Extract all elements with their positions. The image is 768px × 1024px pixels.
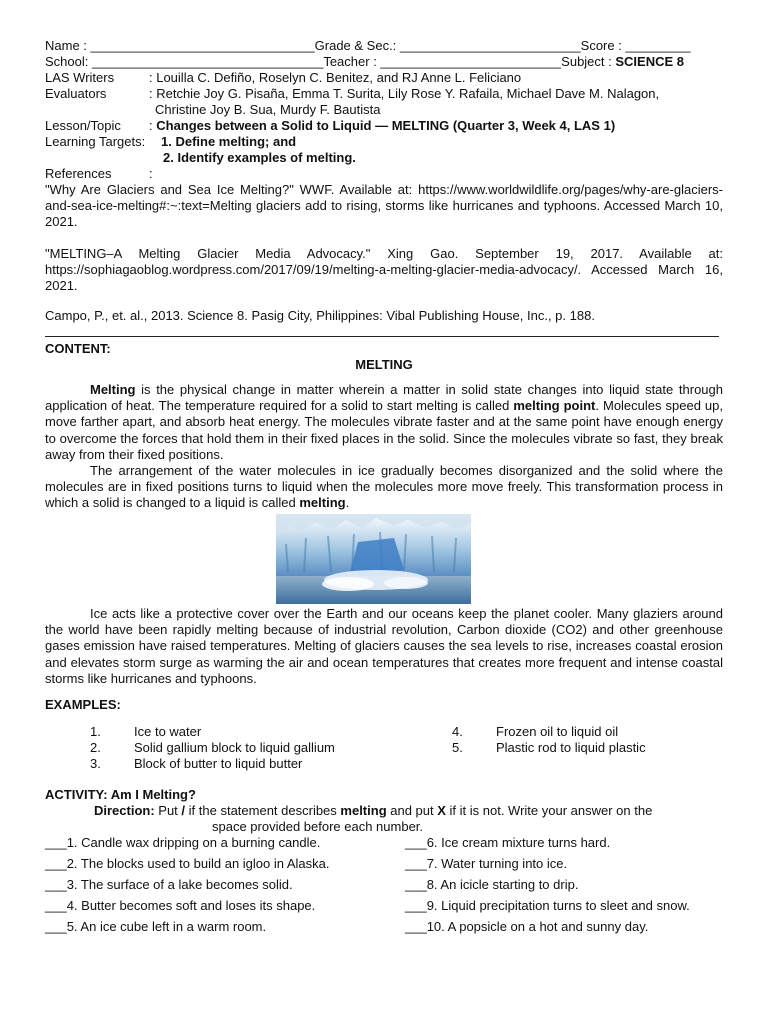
p1-text-b: . Molecules speed up, move farther apart, and absorb heat energy. The molecules vibrate faster and at the same point have enough energy to overcome the forces that hold them in their fixed places in the solid. Since the molecules vibrate so fast, they break away from their fixed positions. (45, 398, 723, 462)
direction-text-d: if it is not. Write your answer on the (445, 803, 653, 818)
activity-item-2[interactable]: ___2. The blocks used to build an igloo in Alaska. (45, 856, 330, 871)
example-text: Solid gallium block to liquid gallium (134, 740, 335, 755)
p3-text: Ice acts like a protective cover over the Earth and our oceans keep the planet cooler. Many glaziers around the world have been rapidly melting because of industrial revolution, Carbon dioxide (CO2) and other greenhouse gases emission have raised temperatures. Melting of glaciers causes the sea levels to rise, increases coastal erosion and elevates storm surge as warming the air and ocean temperatures that creates more frequent and intense coastal storms like hurricanes and typhoons. (45, 606, 723, 686)
activity-direction (94, 803, 723, 819)
example-number: 2. (90, 740, 101, 755)
lesson-topic: Changes between a Solid to Liquid — MELTING (Quarter 3, Week 4, LAS 1) (156, 118, 616, 133)
p2-text-b: . (345, 495, 350, 511)
divider (45, 336, 719, 337)
melting-paragraph-1 (45, 382, 723, 512)
school-line (45, 54, 684, 70)
example-text: Plastic rod to liquid plastic (496, 740, 646, 755)
subject-value: SCIENCE 8 (615, 54, 685, 69)
direction-text-a: Put (154, 803, 182, 818)
term-melting-point: melting point (513, 398, 596, 414)
activity-item-4[interactable]: ___4. Butter becomes soft and loses its shape. (45, 898, 316, 913)
mark-check: / (181, 803, 186, 818)
glacier-illustration (276, 514, 471, 604)
activity-item-7[interactable]: ___7. Water turning into ice. (405, 856, 568, 871)
references-label: References (45, 166, 112, 181)
example-number: 1. (90, 724, 101, 739)
activity-label: ACTIVITY: Am I Melting? (45, 787, 196, 802)
evaluators-value: : Retchie Joy G. Pisaña, Emma T. Surita, Lily Rose Y. Rafaila, Michael Dave M. Nalagon, (149, 86, 660, 101)
lesson-colon: : (149, 118, 157, 133)
example-text: Frozen oil to liquid oil (496, 724, 619, 739)
examples-label: EXAMPLES: (45, 697, 121, 712)
writers-label: LAS Writers (45, 70, 115, 85)
target-1: 1. Define melting; and (161, 134, 297, 149)
direction-label: Direction: (94, 803, 155, 818)
example-item (90, 724, 201, 740)
lesson-value (149, 118, 615, 134)
term-melting: Melting (90, 382, 136, 397)
targets-label: Learning Targets: (45, 134, 146, 149)
example-number: 5. (452, 740, 463, 755)
writers-value: : Louilla C. Defiño, Roselyn C. Benitez, and RJ Anne L. Feliciano (149, 70, 522, 85)
activity-item-8[interactable]: ___8. An icicle starting to drip. (405, 877, 579, 892)
activity-item-3[interactable]: ___3. The surface of a lake becomes solid. (45, 877, 293, 892)
content-label: CONTENT: (45, 341, 111, 356)
example-text: Ice to water (134, 724, 202, 739)
example-item (90, 756, 302, 772)
content-title: MELTING (355, 357, 413, 372)
activity-item-5[interactable]: ___5. An ice cube left in a warm room. (45, 919, 267, 934)
references-colon: : (149, 166, 153, 181)
evaluators-value-cont: Christine Joy B. Sua, Murdy F. Bautista (155, 102, 381, 117)
activity-item-9[interactable]: ___9. Liquid precipitation turns to sleet and snow. (405, 898, 690, 913)
target-2: 2. Identify examples of melting. (163, 150, 356, 165)
mark-x: X (437, 803, 446, 818)
example-item (90, 740, 335, 756)
example-number: 4. (452, 724, 463, 739)
reference-3: Campo, P., et. al., 2013. Science 8. Pasig City, Philippines: Vibal Publishing House, Inc., p. 188. (45, 308, 595, 323)
p1-text-a: is the physical change in matter wherein a matter in solid state changes into liquid state through application of heat. The temperature required for a solid to start melting is called (45, 382, 723, 414)
glacier-photo (276, 514, 471, 604)
direction-text-b: if the statement describes (185, 803, 341, 818)
evaluators-label: Evaluators (45, 86, 107, 101)
reference-2: "MELTING–A Melting Glacier Media Advocacy." Xing Gao. September 19, 2017. Available at: https://sophiagaoblog.wordpress.com/2017/09/19/melting-a-melting-glacier-media-advocacy/. Accessed March 16, 2021. (45, 246, 723, 294)
activity-item-10[interactable]: ___10. A popsicle on a hot and sunny day. (405, 919, 649, 934)
example-number: 3. (90, 756, 101, 771)
example-item (452, 740, 646, 756)
melting-paragraph-3 (45, 606, 723, 687)
p2-text-a: The arrangement of the water molecules in ice gradually becomes disorganized and the solid where the molecules are in fixed positions turns to liquid when the molecules more move freely. This transformation process in which a solid is changed to a liquid is called (45, 463, 723, 511)
name-line: Name : _______________________________Grade & Sec.: _________________________Score : _________ (45, 38, 691, 53)
activity-item-6[interactable]: ___6. Ice cream mixture turns hard. (405, 835, 611, 850)
direction-text-c: and put (386, 803, 438, 818)
example-text: Block of butter to liquid butter (134, 756, 303, 771)
example-item (452, 724, 618, 740)
school-line-text: School: ________________________________Teacher : _________________________Subject : (45, 54, 616, 69)
direction-continued: space provided before each number. (212, 819, 424, 834)
term-melting-2: melting (299, 495, 346, 511)
activity-item-1[interactable]: ___1. Candle wax dripping on a burning candle. (45, 835, 321, 850)
lesson-label: Lesson/Topic (45, 118, 121, 133)
reference-1: "Why Are Glaciers and Sea Ice Melting?" WWF. Available at: https://www.worldwildlife.org/pages/why-are-glaciers-and-sea-ice-melting#:~:text=Melting glaciers add to rising, storms like hurricanes and typhoons. Accessed March 10, 2021. (45, 182, 723, 230)
direction-term: melting (340, 803, 387, 818)
